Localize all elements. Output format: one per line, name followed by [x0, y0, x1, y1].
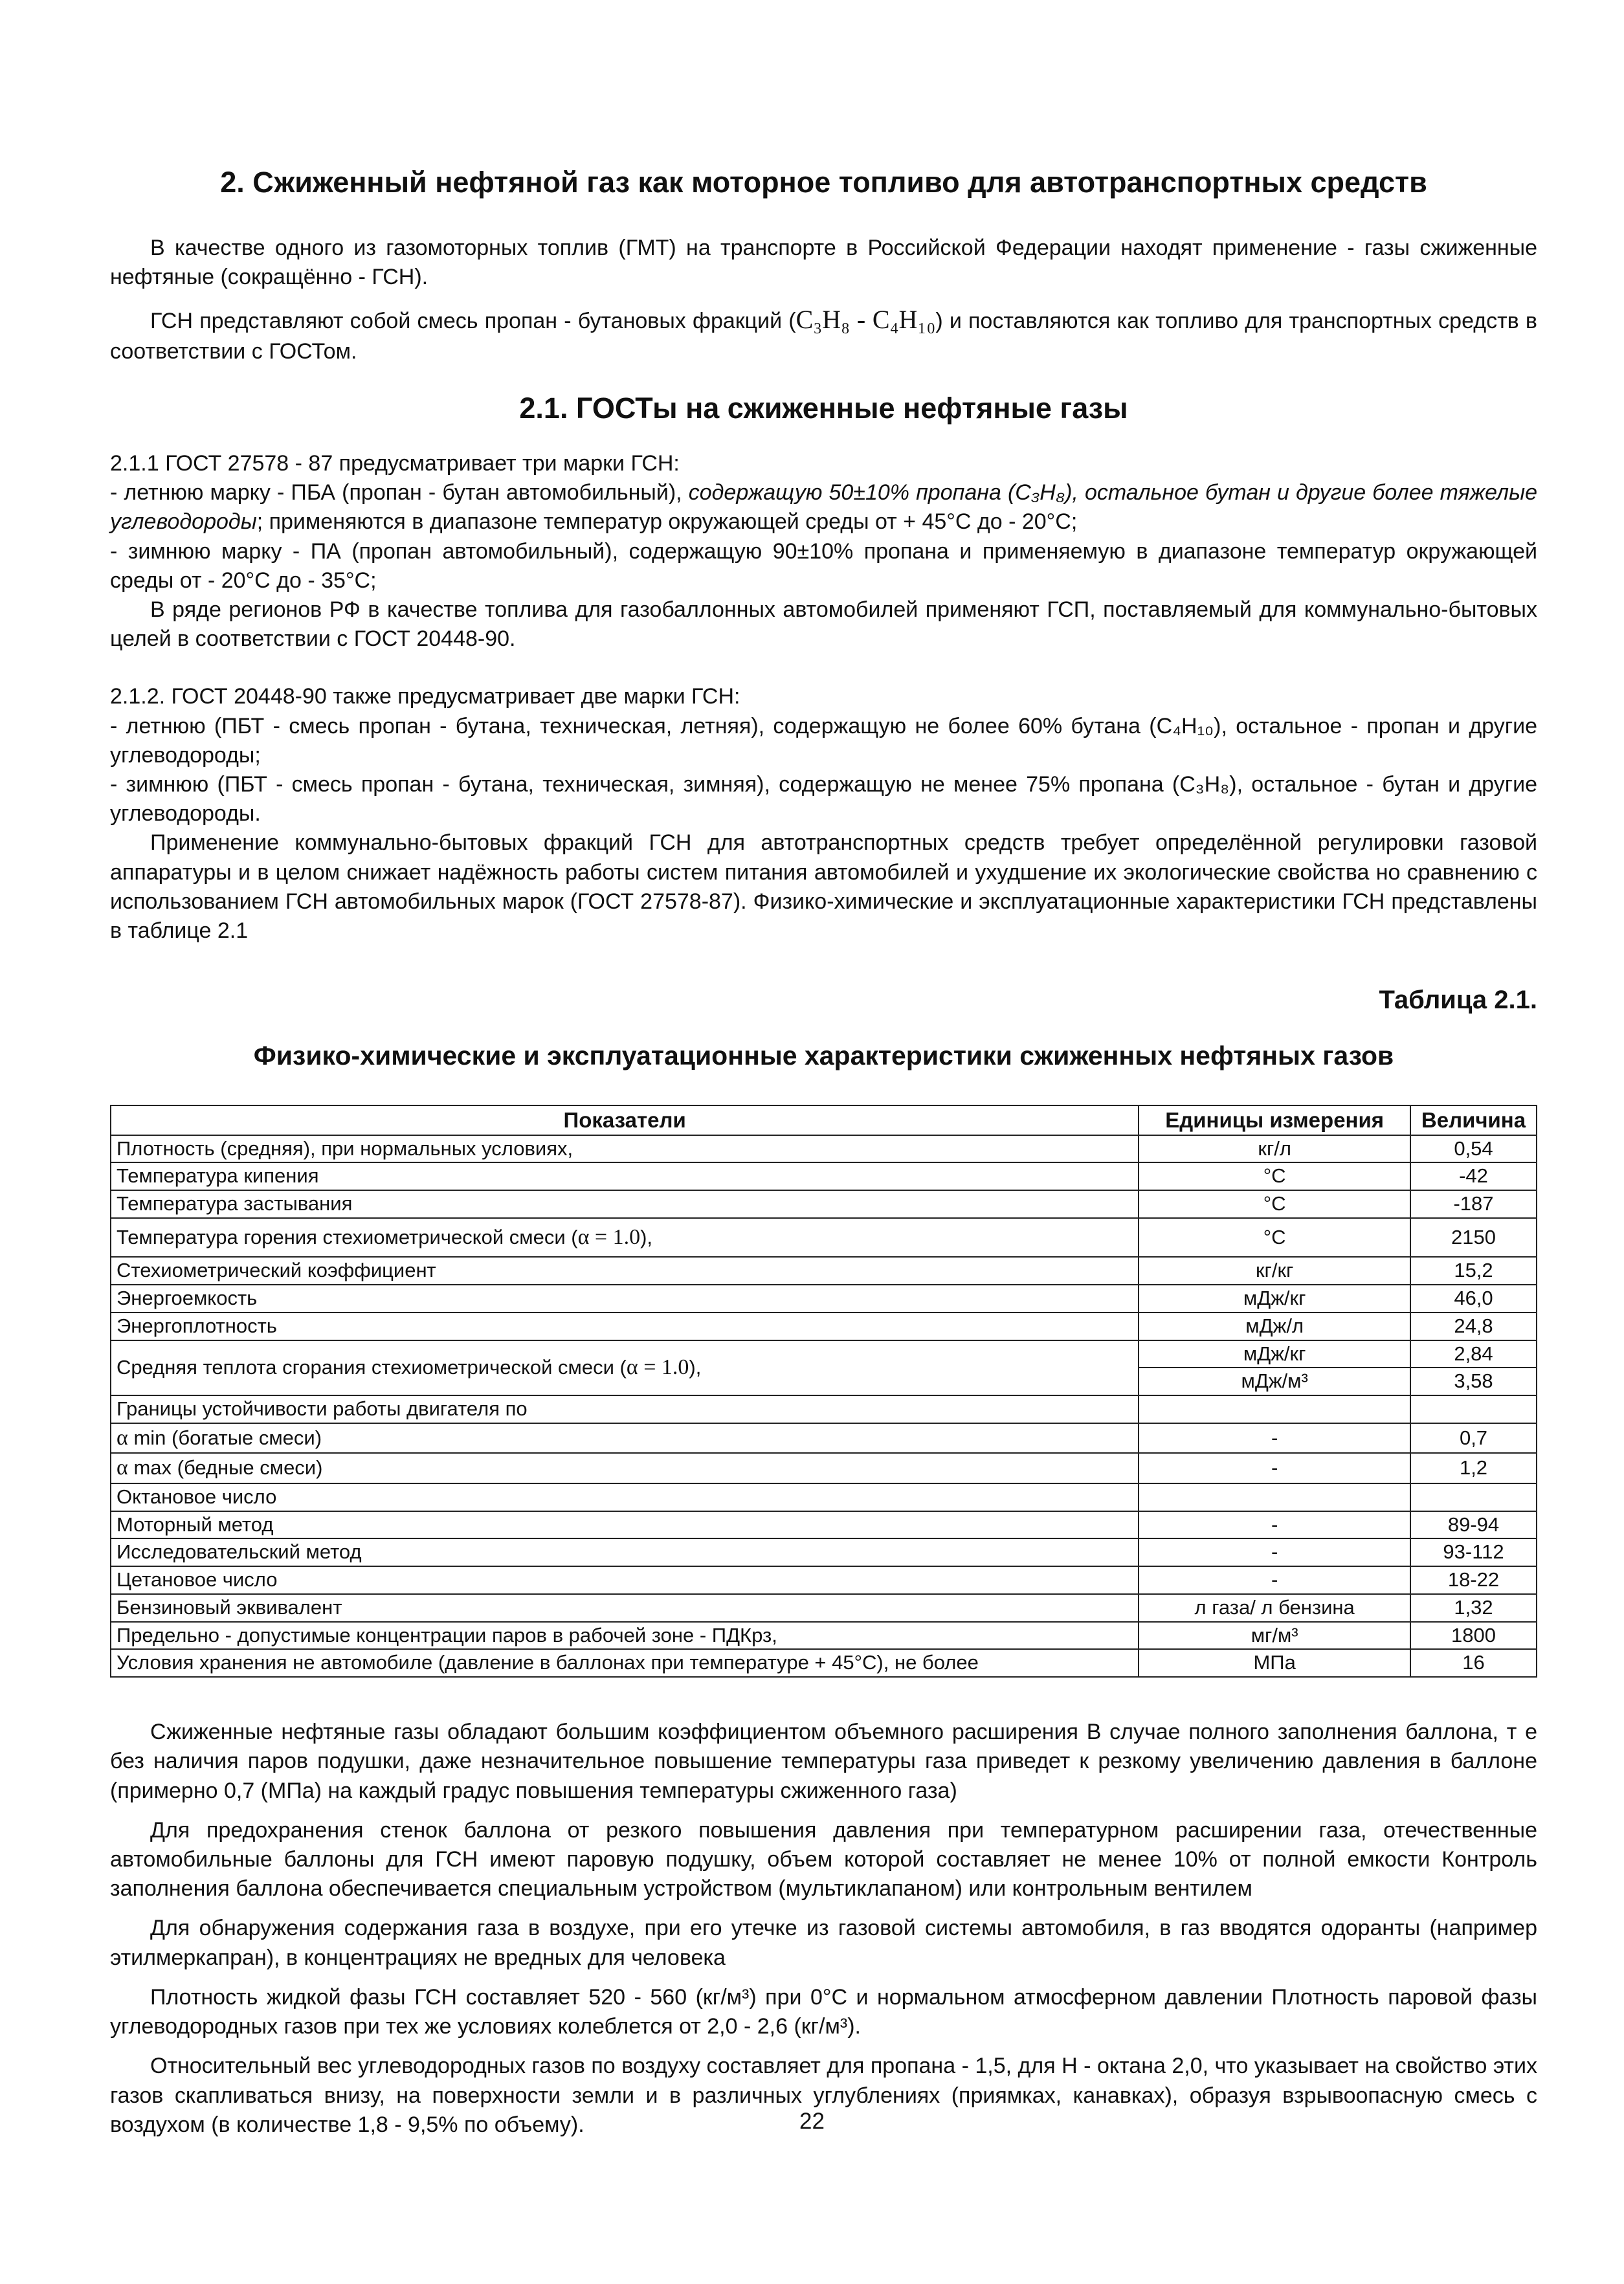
table-title: Физико-химические и эксплуатационные характеристики сжиженных нефтяных газов — [253, 1041, 1394, 1071]
table-row: α max (бедные смеси) - 1,2 — [111, 1453, 1537, 1483]
alpha-equation: α = 1.0 — [577, 1225, 641, 1249]
summer-grade-text: - летнюю марку - ПБА (пропан - бутан автомобильный), содержащую 50±10% пропана (C₃H₈), остальное бутан и другие более тяжелые углеводороды; применяются в диапазоне температур окружающей среды от + 45°С до - 20°С; — [110, 480, 1538, 535]
section-2-1-1-note: В ряде регионов РФ в качестве топлива для газобаллонных автомобилей применяют ГСП, поставляемый для коммунально-бытовых целей в соответствии с ГОСТ 20448-90. — [110, 597, 1537, 652]
table-row: Исследовательский метод - 93-112 — [111, 1538, 1537, 1566]
section-2-1-1-head: 2.1.1 ГОСТ 27578 - 87 предусматривает три марки ГСН: — [110, 450, 680, 476]
table-row: Стехиометрический коэффициент кг/кг 15,2 — [111, 1257, 1537, 1285]
winter-grade-text: - зимнюю марку - ПА (пропан автомобильный), содержащую 90±10% пропана и применяемую в диапазоне температур окружающей среды от - 20°С до - 35°С; — [110, 538, 1537, 593]
table-row: Бензиновый эквивалент л газа/ л бензина 1,32 — [111, 1594, 1537, 1622]
vapor-cushion-paragraph: Для предохранения стенок баллона от резкого повышения давления при температурном расширении газа, отечественные автомобильные баллоны для ГСН имеют паровую подушку, объем которой составляет не менее 10% от полной емкости Контроль заполнения баллона обеспечивается специальным устройством (мультиклапаном) или контрольным вентилем — [110, 1817, 1537, 1901]
odorant-paragraph: Для обнаружения содержания газа в воздухе, при его утечке из газовой системы автомобиля, в газ вводятся одоранты (например этилмеркапран), в концентрациях не вредных для человека — [110, 1916, 1537, 1970]
table-row: мДж/м³ 3,58 — [111, 1368, 1537, 1395]
body-after-table — [110, 1718, 1537, 2140]
table-row: Границы устойчивости работы двигателя по — [111, 1395, 1537, 1423]
section-2-1-2-note: Применение коммунально-бытовых фракций ГСН для автотранспортных средств требует определённой регулировки газовой аппаратуры и в целом снижает надёжность работы систем питания автомобилей и ухудшение их экологические свойства но сравнению с использованием ГСН автомобильных марок (ГОСТ 27578-87). Физико-химические и эксплуатационные характеристики ГСН представлены в таблице 2.1 — [110, 830, 1537, 944]
table-row: Моторный метод - 89-94 — [111, 1511, 1537, 1539]
table-row: Энергоемкость мДж/кг 46,0 — [111, 1285, 1537, 1313]
characteristics-table — [110, 1105, 1537, 1678]
table-row: Плотность (средняя), при нормальных условиях, кг/л 0,54 — [111, 1135, 1537, 1163]
page-number: 22 — [799, 2109, 825, 2134]
table-label: Таблица 2.1. — [1379, 986, 1537, 1015]
table-header-row — [111, 1105, 1537, 1135]
section-2-1-2 — [110, 682, 1537, 946]
section-heading: 2. Сжиженный нефтяной газ как моторное топливо для автотранспортных средств — [220, 166, 1427, 199]
table-row: Предельно - допустимые концентрации паров в рабочей зоне - ПДКрз, мг/м³ 1800 — [111, 1622, 1537, 1650]
summer-pbt-text: - летнюю (ПБТ - смесь пропан - бутана, техническая, летняя), содержащую не более 60% бутана (C₄H₁₀), остальное - пропан и другие углеводороды; — [110, 713, 1537, 768]
density-paragraph: Плотность жидкой фазы ГСН составляет 520 - 560 (кг/м³) при 0°С и нормальном атмосферном давлении Плотность паровой фазы углеводородных газов при тех же условиях колеблется от 2,0 - 2,6 (кг/м³). — [110, 1984, 1537, 2039]
intro-paragraph-2: ГСН представляют собой смесь пропан - бутановых фракций (C₃H₈ - C₄H₁₀) и поставляются как топливо для транспортных средств в соответствии с ГОСТом. — [110, 305, 1537, 364]
header-value: Величина — [1410, 1105, 1537, 1135]
section-2-1-1 — [110, 449, 1537, 654]
table-row: α min (богатые смеси) - 0,7 — [111, 1423, 1537, 1454]
table-row: Октановое число — [111, 1483, 1537, 1511]
table-row: Энергоплотность мДж/л 24,8 — [111, 1313, 1537, 1340]
page-content — [110, 165, 1537, 2140]
table-row: Температура горения стехиометрической смеси (α = 1.0), °С 2150 — [111, 1218, 1537, 1258]
table-row: Цетановое число - 18-22 — [111, 1566, 1537, 1594]
alpha-symbol: α — [117, 1456, 128, 1480]
relative-weight-paragraph: Относительный вес углеводородных газов по воздуху составляет для пропана - 1,5, для Н - октана 2,0, что указывает на свойство этих газов скапливаться внизу, на поверхности земли и в различных углублениях (приямках, канавках), образуя взрывоопасную смесь с воздухом (в количестве 1,8 - 9,5% по объему). — [110, 2054, 1537, 2137]
winter-pbt-text: - зимнюю (ПБТ - смесь пропан - бутана, техническая, зимняя), содержащую не менее 75% пропана (C₃H₈), остальное - бутан и другие углеводороды. — [110, 772, 1537, 826]
table-row: Средняя теплота сгорания стехиометрической смеси (α = 1.0), мДж/кг 2,84 — [111, 1340, 1537, 1368]
expansion-paragraph: Сжиженные нефтяные газы обладают большим коэффициентом объемного расширения В случае полного заполнения баллона, т е без наличия паров подушки, даже незначительное повышение температуры газа приведет к резкому увеличению давления в баллоне (примерно 0,7 (МПа) на каждый градус повышения температуры сжиженного газа) — [110, 1720, 1537, 1803]
header-indicator: Показатели — [111, 1105, 1139, 1135]
alpha-equation: α = 1.0 — [626, 1355, 689, 1380]
header-unit: Единицы измерения — [1139, 1105, 1410, 1135]
table-row: Температура застывания °С -187 — [111, 1190, 1537, 1218]
section-2-1-2-head: 2.1.2. ГОСТ 20448-90 также предусматривает две марки ГСН: — [110, 684, 740, 709]
table-row: Температура кипения °С -42 — [111, 1162, 1537, 1190]
alpha-symbol: α — [117, 1425, 128, 1450]
intro-paragraph-1: В качестве одного из газомоторных топлив (ГМТ) на транспорте в Российской Федерации находят применение - газы сжиженные нефтяные (сокращённо - ГСН). — [110, 236, 1537, 290]
subsection-heading: 2.1. ГОСТы на сжиженные нефтяные газы — [519, 391, 1128, 425]
table-row: Условия хранения не автомобиле (давление в баллонах при температуре + 45°С), не более МПа 16 — [111, 1649, 1537, 1677]
propane-butane-formula: C₃H₈ - C₄H₁₀ — [795, 305, 936, 335]
